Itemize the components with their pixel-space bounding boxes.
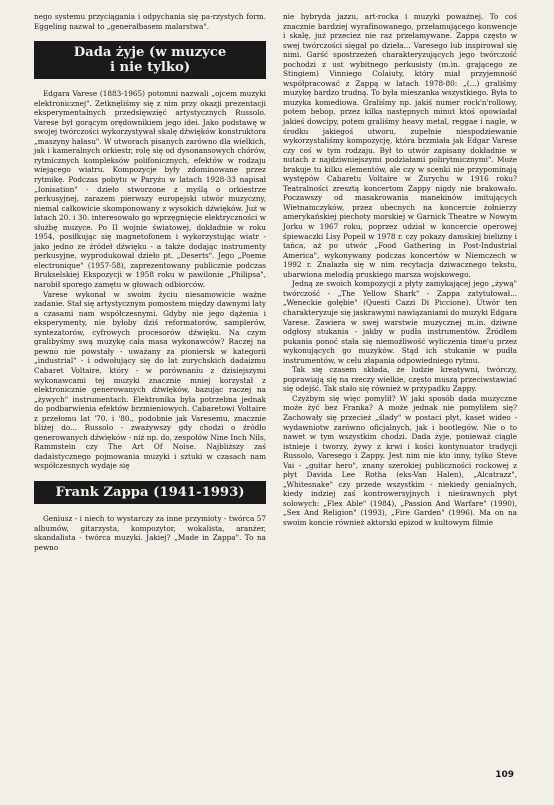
section-heading-zappa xyxy=(34,481,266,504)
paragraph-zappa-music: nie hybryda jazzu, art-rocka i muzyki poważnej. To coś znacznie bardziej wyrafinowanego, przełamującego konwencje i skalę, już przeciez nie raz przełamywane. Zappa często w swej twórczości sięgał po dzieła... Varesego lub inspirował się nimi. Garść spostrzeżeń charakteryzujących jego twórczość pochodzi z ust wybitnego perkusisty (m.in. grającego ze Stingiem) Vinniego Colaiuty, który miał przyjemność współpracować z Zappą w latach 1978-80: „(...) graliśmy muzykę bardzo trudną. To była mieszanka wszystkiego. Była to muzyka komediowa. Graliśmy np. jakiś numer rock'n'rollowy, potem bebop, przez kilka następnych minut ktoś opowiadał jakieś dowcipy, potem graliśmy heavy metal, reggae i nagle, w środku jakiegoś utworu, zupełnie niespodziewanie wykorzystaliśmy kompozycję, która brzmiała jak Edgar Varese czy coś w tym rodzaju. Był to utwór zapisany dokładnie w nutach z najdziwniejszymi podziałami polirytmicznymi". Może brakuje tu kilku elementów, ale czy w scenki nie przypominają występów Cabaretu Voltaire w Zurychu w 1916 roku? Teatralności zresztą koncertom Zappy nigdy nie brakowało. Poczawszy od masakrowania manekinów imitujących Wietnamczyków, przez obecnych na koncercie żołnierzy amerykańskiej piechoty morskiej w Garnick Theatre w Nowym Jorku w 1967 roku, poprzez udział w koncercie operowej śpiewaczki Lisy Popeil w 1978 r. czy pokazy damskiej bielizny i tańca, aż po utwór „Food Gathering in Post-Industrial America", wykonywany podczas koncertów w Niemczech w 1992 r. Znalazła się w nim recytacja dziwacznego tekstu, ubarwiona melodią pruskiego marsza wojskowego. xyxy=(283,12,517,279)
intro-paragraph: nego systemu przyciągania i odpychania się pa-rzystych form. Eggeling nazwał to „generałbasem malarstwa". xyxy=(34,12,266,31)
paragraph-steve-vai: Czyżbym się więc pomylił? W jaki sposób dada muzyczne może żyć bez Franka? A może jednak nie pomyliłem się? Zachowały się przecież „ślady" w postaci płyt, kaset wideo - wydawniotw zarówno oficjalnych, jak i bootlegów. Nie o to nawet w tym wszystkim chodzi. Dada żyje, ponieważ ciągle istnieje i tworzy, żywy z krwi i kości kontynuator tradycji Russolo, Varesego i Zappy. Jest nim nie kto inny, tylko Steve Vai - „guitar hero", znany szerokiej publiczności rockowej z płyt Davida Lee Rotha (eks-Van Halen), „Alcatrazz", „Whitesnake" czy przede wszystkim - niekiedy genialnych, kiedy indziej zaś kontrowersyjnych i nieśrawnych płyt solowych: „Flex Able" (1984), „Passion And Warfare" (1990), „Sex And Religion" (1993), „Fire Garden" (1996). Ma on na swoim koncie również aktorski epizod w kultowym filmie xyxy=(283,393,517,527)
paragraph-zappa-intro: Geniusz - i niech to wystarczy za inne przymioty - twórca 57 albumów, gitarzysta, kompozytor, wokalista, aranżer, skandalista - twórca muzyki. Jakiej? „Made in Zappa". To na pewno xyxy=(34,513,266,552)
heading-line-2: i nie tylko) xyxy=(109,60,191,76)
heading-line-1: Dada żyje (w muzyce xyxy=(73,45,227,61)
page-number: 109 xyxy=(495,770,514,780)
paragraph-varese: Edgara Varese (1883-1965) potomni nazwali „ojcem muzyki elektronicznej". Zetknęliśmy się z nim przy okazji prezentacji eksperymentalnych przedsięwzięć artystycznych Russolo. Varese był gorącym orędownikiem jego idei. Jako podstawę w swojej twórczości wykorzystywał skalę dźwięków konstruktora „maszyny hałasu". W utworach pisanych zarówno dla wielkich, jak i kameralnych orkiestr, rolę się od dysonansowych chórów, rytmicznych kompleksów polifonicznych, efektów w rodzaju wiejącego wiatru. Kompozycje były zdominowane przez rytmikę. Podczas pobytu w Paryżu w latach 1928-33 napisał „Ionisation" - dzieło stworzone z myślą o orkiestrze perkusyjnej, zarazem pierwszy europejski utwór muzyczny, niemal całkowicie skomponowany z wysokich dźwięków. Już w latach 20. i 30. interesowało go wprzęgnięcie elektryczności w służbę muzyce. Po II wojnie światowej, dokładnie w roku 1954, posiłkując się magnetofonem i wykorzystując wiatr - jako jedno ze źródeł dźwięku - a także dodając instrumenty perkusyjne, wyprodukował dzieło pt. „Deserts". Jego „Poeme electronique" (1957-58), zaprezentowany publicznie podczas Brukselskiej Ekspozycji w 1958 roku w pawilonie „Philipsa", narobił sporego zamętu w głowach odbiorców. xyxy=(34,89,266,290)
left-column xyxy=(34,12,266,552)
paragraph-creative-people: Tak się czasem składa, że ludzie kreatywni, twórczy, poprawiają się na rzeczy wielkie, często muszą przeciwstawiać się odejść. Tak stało się również w przypadku Zappy. xyxy=(283,365,517,394)
right-column xyxy=(283,12,517,528)
paragraph-yellow-shark: Jedną ze swoich kompozycji z płyty zamykającej jego „żywą" twórczość - „The Yellow Shark" - Zappa zatytułował...„Weneckie gołębie" (Questi Cazzi Di Piccione). Utwór ten charakteryzuje się jaskrawymi nawiązaniami do muzyki Edgara Varese. Zawiera w swej warstwie muzycznej m.in. dziwne odgłosy stukania - jakby w pudła instrumentów. Źródłem pukania ponoć stała się niemożliwość wyliczenia time'u przez wykonujących go muzyków. Stąd ich stukanie w pudła instrumentów, w celu złapania odpowiedniego rytmu. xyxy=(283,279,517,365)
heading-zappa-text: Frank Zappa (1941-1993) xyxy=(55,484,245,500)
paragraph-varese-legacy: Varese wykonał w swoim życiu niesamowicie ważne zadanie. Stał się artystycznym pomostem między dawnymi laty a czasami nam współczesnymi. Gdyby nie jego dążenia i eksperymenty, nie byłoby dziś reformatorów, samplerów, syntezatorów, cyfrowych procesorów dźwięku. Na czym gralibyśmy swą muzykę cała masa wykonawców? Raczej na pewno nie powstały - uważany za pioniersk w kategorii „industrial" - i odwołujący się do lat zurychskich dadaizmu Cabaret Voltaire, który - w porównaniu z dzisiejszymi wykonawcami tej muzyki znacznie mniej korzystał z elektronicznie generowanych dźwięków, bazując raczej na „żywych" instrumentach. Elektronika była potrzebna jednak do podbarwienia efektów brzmieniowych. Cabaretowi Voltaire z przełomu lat '70. i '80., podobnie jak Varesemu, znacznie bliżej do... Russolo - zważywszy gdy chodzi o źródło generowanych dźwięków - niż np. do, zespołów Nine Inch Nils, Rammstein czy The Art Of Noise. Najbliższy zaś dadaistycznego pojmowania muzyki i sztuki w czasach nam współczesnych wydaje się xyxy=(34,289,266,471)
section-heading-dada xyxy=(34,41,266,79)
